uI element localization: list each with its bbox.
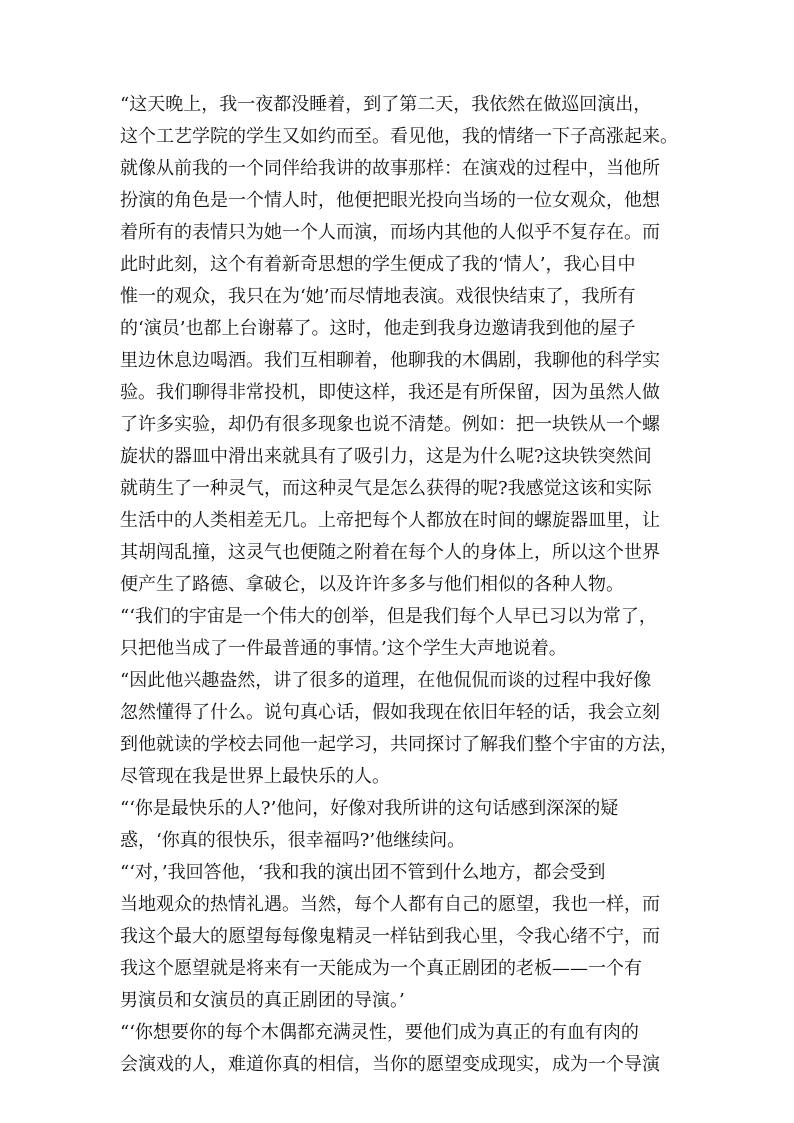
text-line: 惑，‘你真的很快乐，很幸福吗?’他继续问。 — [120, 830, 466, 851]
text-line: 我这个最大的愿望每每像鬼精灵一样钻到我心里，令我心绪不宁，而 — [120, 926, 660, 947]
text-line: 生活中的人类相差无几。上帝把每个人都放在时间的螺旋器皿里，让 — [120, 510, 660, 531]
text-line: 了许多实验，却仍有很多现象也说不清楚。例如：把一块铁从一个螺 — [120, 414, 660, 435]
text-line: “因此他兴趣盎然，讲了很多的道理，在他侃侃而谈的过程中我好像 — [120, 670, 652, 691]
text-line: 惟一的观众，我只在为‘她’而尽情地表演。戏很快结束了，我所有 — [120, 286, 636, 307]
text-line: 到他就读的学校去同他一起学习，共同探讨了解我们整个宇宙的方法， — [120, 734, 678, 755]
text-line: 我这个愿望就是将来有一天能成为一个真正剧团的老板——一个有 — [120, 958, 642, 979]
text-line: 的‘演员’也都上台谢幕了。这时，他走到我身边邀请我到他的屋子 — [120, 318, 636, 339]
text-line: 扮演的角色是一个情人时，他便把眼光投向当场的一位女观众，他想 — [120, 190, 660, 211]
text-line: 尽管现在我是世界上最快乐的人。 — [120, 766, 390, 787]
text-line: 便产生了路德、拿破仑，以及许许多多与他们相似的各种人物。 — [120, 574, 624, 595]
text-line: “‘你想要你的每个木偶都充满灵性，要他们成为真正的有血有肉的 — [120, 1022, 639, 1043]
text-line: 就像从前我的一个同伴给我讲的故事那样：在演戏的过程中，当他所 — [120, 158, 660, 179]
text-line: 其胡闯乱撞，这灵气也便随之附着在每个人的身体上，所以这个世界 — [120, 542, 660, 563]
text-line: 男演员和女演员的真正剧团的导演。’ — [120, 990, 405, 1011]
text-line: 就萌生了一种灵气，而这种灵气是怎么获得的呢?我感觉这该和实际 — [120, 478, 652, 499]
text-line: 这个工艺学院的学生又如约而至。看见他，我的情绪一下子高涨起来。 — [120, 126, 678, 147]
text-line: “‘你是最快乐的人?’他问，好像对我所讲的这句话感到深深的疑 — [120, 798, 619, 819]
text-line: 忽然懂得了什么。说句真心话，假如我现在依旧年轻的话，我会立刻 — [120, 702, 660, 723]
text-line: “‘对，’我回答他，‘我和我的演出团不管到什么地方，都会受到 — [120, 862, 606, 883]
text-line: 着所有的表情只为她一个人而演，而场内其他的人似乎不复存在。而 — [120, 222, 660, 243]
text-line: 验。我们聊得非常投机，即使这样，我还是有所保留，因为虽然人做 — [120, 382, 660, 403]
text-line: 旋状的器皿中滑出来就具有了吸引力，这是为什么呢?这块铁突然间 — [120, 446, 652, 467]
text-line: 会演戏的人，难道你真的相信，当你的愿望变成现实，成为一个导演 — [120, 1054, 660, 1075]
document-text-body — [120, 89, 680, 1081]
text-line: 只把他当成了一件最普通的事情。’这个学生大声地说着。 — [120, 638, 567, 659]
text-line: “‘我们的宇宙是一个伟大的创举，但是我们每个人早已习以为常了， — [120, 606, 657, 627]
text-line: 此时此刻，这个有着新奇思想的学生便成了我的‘情人’，我心目中 — [120, 254, 636, 275]
text-line: 当地观众的热情礼遇。当然，每个人都有自己的愿望，我也一样，而 — [120, 894, 660, 915]
text-line: 里边休息边喝酒。我们互相聊着，他聊我的木偶剧，我聊他的科学实 — [120, 350, 660, 371]
text-line: “这天晚上，我一夜都没睡着，到了第二天，我依然在做巡回演出， — [120, 94, 652, 115]
